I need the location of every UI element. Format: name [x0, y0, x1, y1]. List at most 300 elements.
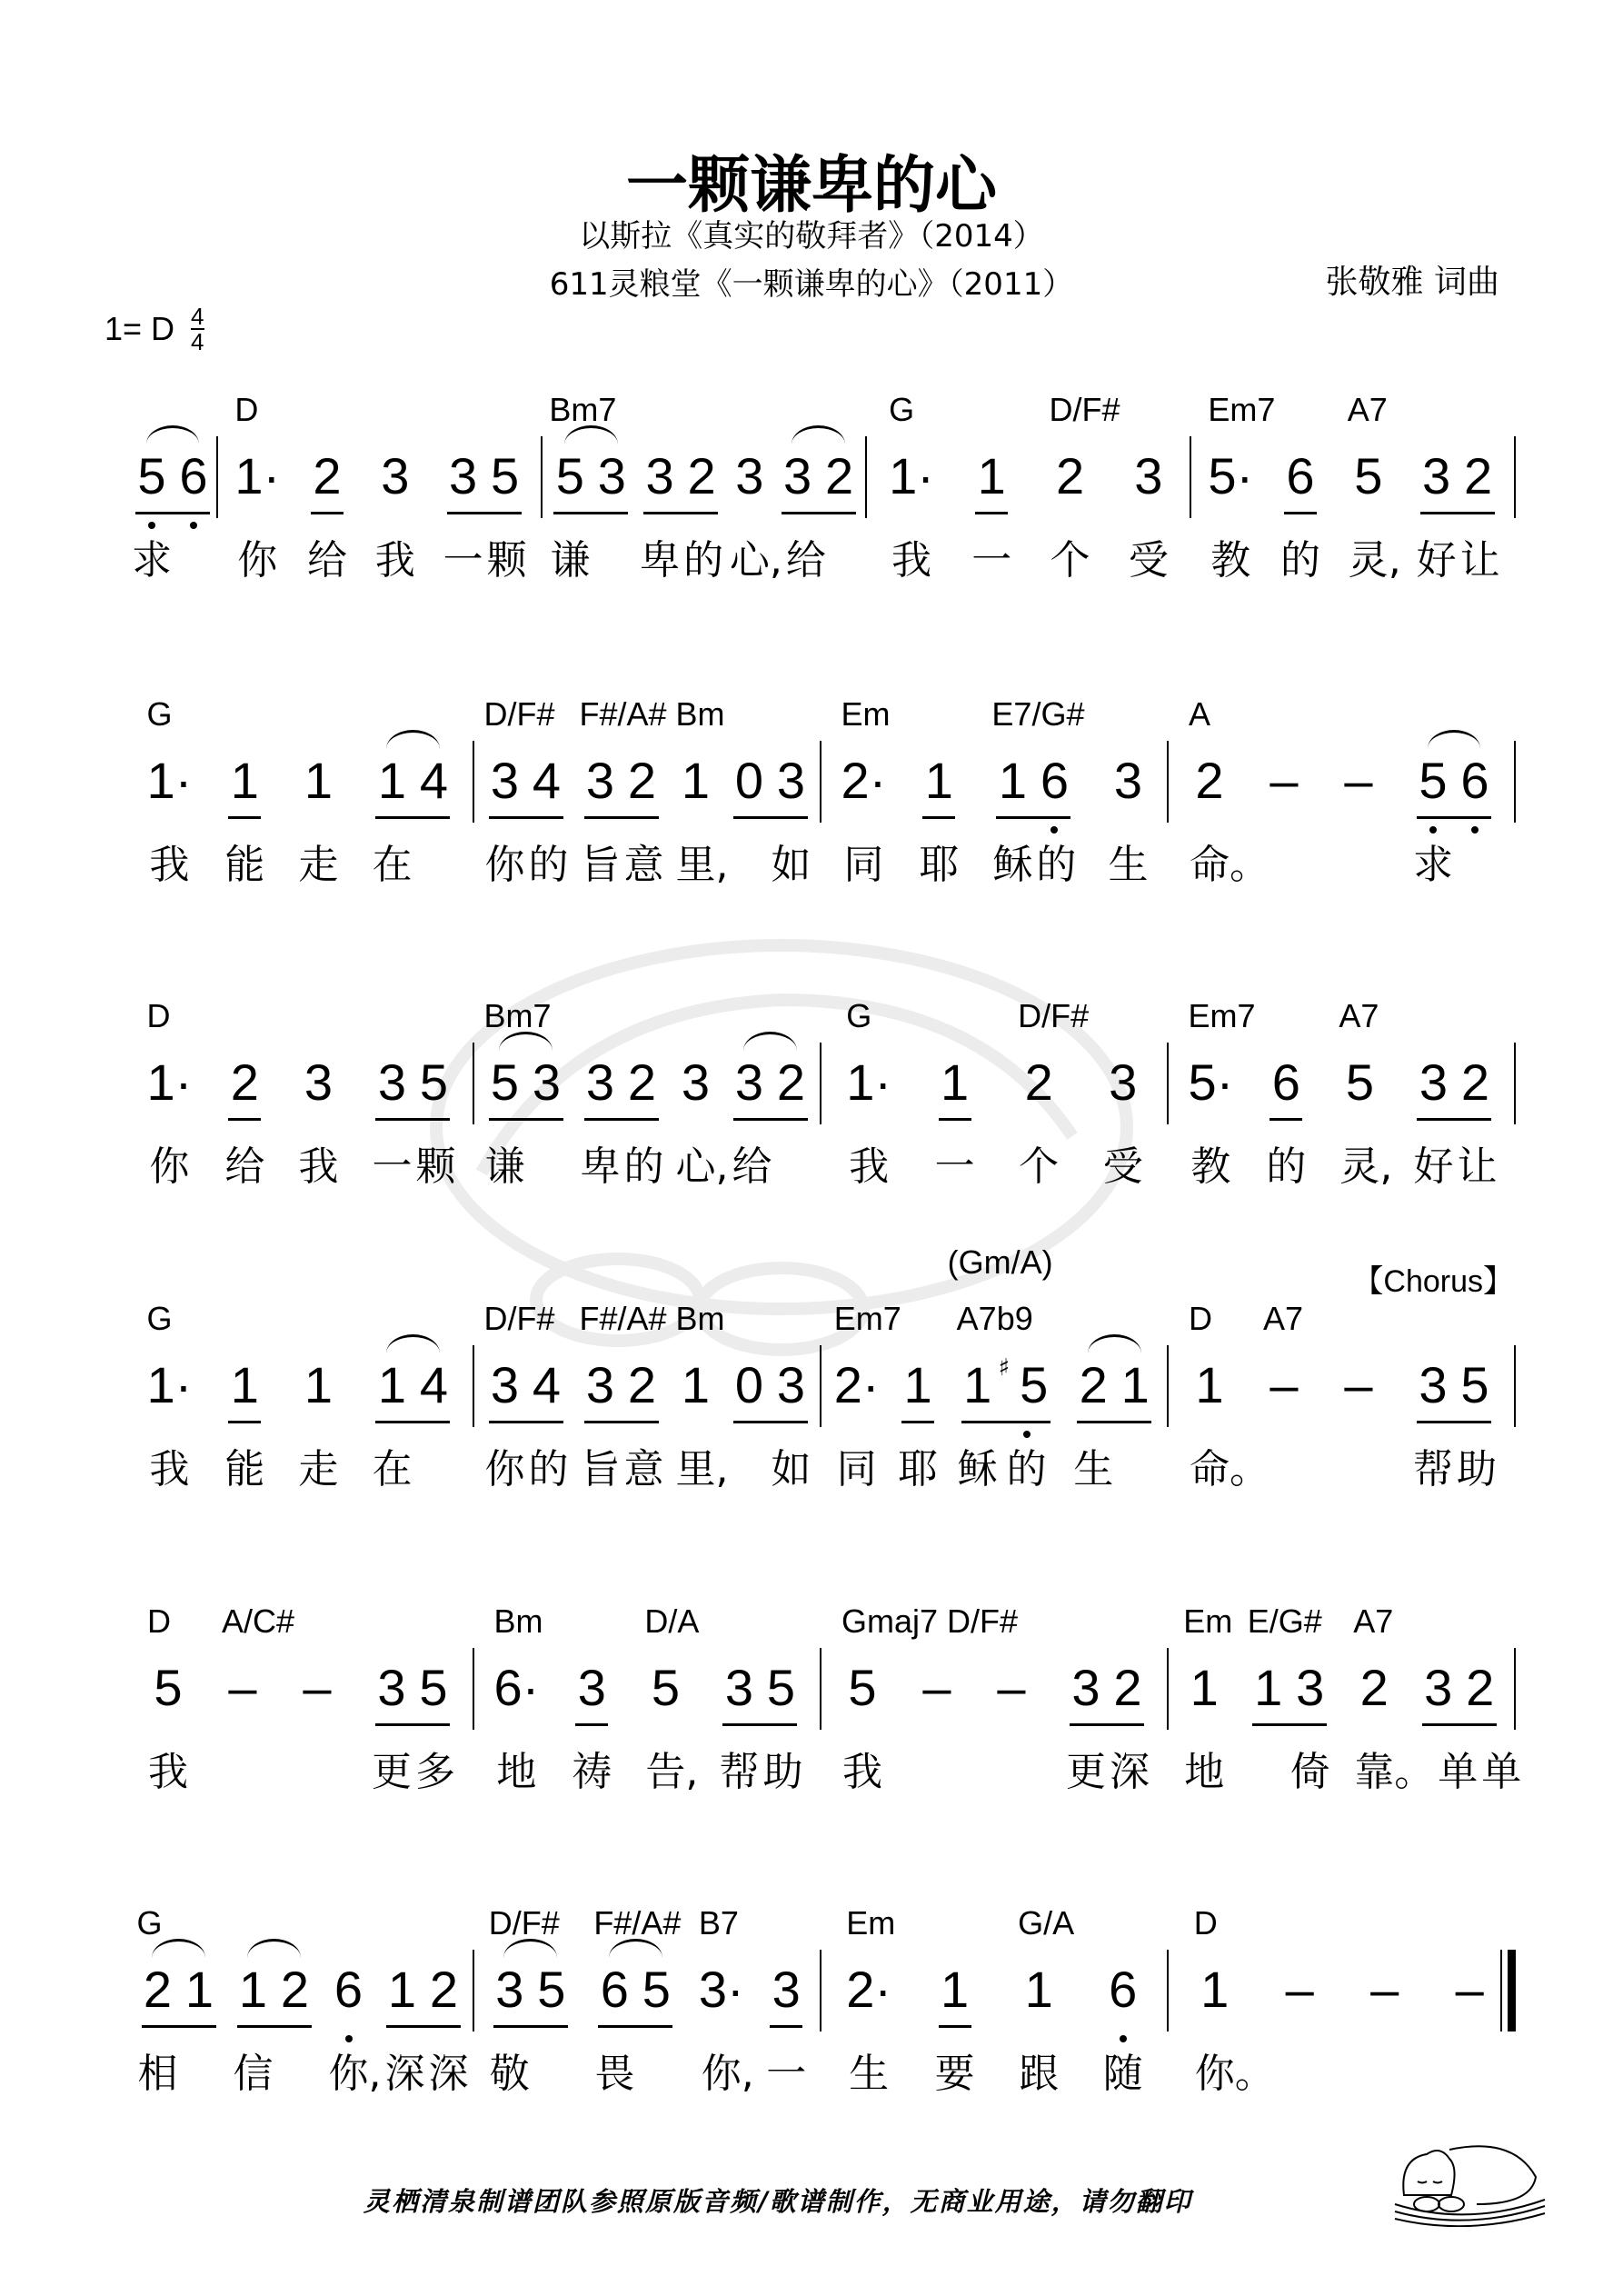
note-digit: 1· [846, 1053, 892, 1111]
chord-symbol: A [1189, 695, 1211, 733]
beat-group [1263, 695, 1305, 913]
score-line [127, 997, 1516, 1215]
beat-group [947, 1243, 1055, 1518]
lyric: 求 [132, 537, 172, 584]
beat-group [147, 1300, 193, 1518]
lyric: 相 [137, 2051, 178, 2097]
time-bottom: 4 [191, 328, 204, 355]
beat-group [1449, 1904, 1490, 2122]
chord-symbol: Em7 [833, 1300, 901, 1337]
note-digit: 1 [184, 1961, 214, 2018]
note-digit: 5· [1188, 1053, 1234, 1111]
beat-group [718, 1602, 802, 1821]
note [1412, 997, 1454, 1215]
eighth-underline [733, 1118, 808, 1121]
note [622, 695, 663, 913]
note [1208, 391, 1276, 609]
beat-group [593, 1904, 682, 2122]
beat-group [306, 391, 348, 609]
lyric: 你 [149, 1143, 190, 1190]
sheep-logo [1386, 2141, 1549, 2227]
measure [1169, 1602, 1522, 1821]
note [234, 391, 280, 609]
note-digit: 2 [1024, 1053, 1053, 1111]
eighth-underline [770, 2025, 802, 2028]
note-digit: 3 [585, 1356, 615, 1413]
beat-group [846, 1904, 896, 2122]
chord-symbol: G [846, 997, 872, 1034]
note [698, 1904, 754, 2122]
note [297, 997, 339, 1215]
beat-group [1248, 1602, 1331, 1821]
note [179, 1904, 221, 2122]
eighth-underline [1422, 1723, 1497, 1726]
note [1128, 391, 1170, 609]
note [1289, 1602, 1331, 1821]
beat-group [971, 391, 1012, 609]
eighth-underline [375, 1723, 450, 1726]
lyric: 能 [224, 842, 265, 888]
beat-group [371, 1300, 454, 1518]
note-digit: 1 [230, 1356, 259, 1413]
note [1339, 997, 1393, 1215]
lyric: 你。 [1194, 2051, 1275, 2097]
note [729, 695, 771, 913]
lyric: 要 [934, 2051, 975, 2097]
note-digit: 4 [419, 752, 449, 809]
beat-group [1364, 1904, 1406, 2122]
beat-group [1412, 695, 1496, 913]
lyric: 如 [771, 842, 812, 888]
chord-symbol: D/F# [1018, 997, 1090, 1034]
lyric: 助 [762, 1749, 803, 1795]
lyric: 颗 [415, 1143, 456, 1190]
lyric: 帮 [1413, 1446, 1453, 1492]
note [593, 1904, 682, 2122]
note [443, 391, 484, 609]
note-digit: 1 [1120, 1356, 1150, 1413]
lyric: 随 [1102, 2051, 1143, 2097]
note-digit: 3 [1071, 1659, 1100, 1716]
note [549, 391, 617, 609]
note-digit: 5 [490, 1053, 520, 1111]
lyric: 帮 [719, 1749, 760, 1795]
note [571, 1602, 612, 1821]
note [846, 1904, 896, 2122]
note [274, 1904, 316, 2122]
composer: 张敬雅 词曲 [1325, 264, 1499, 301]
lyric: 谦 [550, 537, 591, 584]
note [934, 1904, 976, 2122]
eighth-underline [447, 512, 522, 514]
beat-group [1128, 391, 1170, 609]
measure [127, 997, 474, 1215]
eighth-underline [598, 2025, 672, 2028]
beat-group [1188, 997, 1256, 1215]
beat-group [846, 997, 891, 1215]
note-digit: 1 [304, 1356, 333, 1413]
dash-note [1449, 1904, 1490, 2122]
note [1418, 1602, 1479, 1821]
note-digit: – [922, 1659, 951, 1716]
chord-symbol: E7/G# [991, 695, 1085, 733]
measure [218, 391, 543, 609]
chord-symbol: Em [1183, 1602, 1233, 1640]
beat-group [297, 695, 339, 913]
note-digit: 2· [833, 1356, 880, 1413]
beat-group [934, 997, 976, 1215]
beat-group [382, 1904, 469, 2122]
beat-group [224, 1300, 265, 1518]
eighth-underline [901, 1421, 934, 1423]
lyric: 心, [675, 1143, 729, 1190]
time-signature [191, 304, 204, 354]
note [681, 391, 722, 609]
note-digit: 5 [555, 447, 584, 504]
song-title: 一颗谦卑的心 [625, 150, 997, 222]
lyric: 生 [1073, 1446, 1114, 1492]
note-digit: 3 [645, 447, 674, 504]
eighth-underline [311, 512, 344, 514]
lyric: 给 [785, 537, 826, 584]
dash-note [1338, 695, 1379, 913]
note-digit: – [1270, 752, 1299, 809]
eighth-underline [996, 816, 1070, 819]
chord-symbol: B7 [698, 1904, 739, 1942]
lyric: 我 [891, 537, 932, 584]
note [1458, 391, 1499, 609]
note [1279, 391, 1321, 609]
note-digit: 5 [1419, 752, 1448, 809]
note [1412, 695, 1454, 913]
beat-group [147, 1602, 189, 1821]
note [382, 1904, 423, 2122]
beat-group [1065, 1602, 1149, 1821]
lyric: 的 [1006, 1446, 1047, 1492]
note [147, 997, 193, 1215]
note [1102, 1904, 1144, 2122]
note [841, 1602, 939, 1821]
note [526, 695, 568, 913]
chord-symbol: G [136, 1904, 163, 1942]
note-digit: 1 [377, 1356, 407, 1413]
lyric: 耶 [898, 1446, 939, 1492]
note [819, 391, 861, 609]
beat-group [1049, 391, 1120, 609]
note [493, 1602, 543, 1821]
note [173, 391, 214, 609]
beat-group [1339, 997, 1393, 1215]
eighth-underline [1420, 512, 1495, 514]
eighth-underline [733, 816, 808, 819]
chord-symbol: A7 [1353, 1602, 1394, 1640]
beat-group [580, 997, 663, 1215]
dash-note [991, 1602, 1032, 1821]
note-digit: 2 [143, 1961, 173, 2018]
lyric: 的 [623, 1143, 664, 1190]
lyric: 深 [384, 2051, 425, 2097]
lyric: 卑 [580, 1143, 621, 1190]
lyric: 敬 [489, 2051, 530, 2097]
measure [474, 1602, 821, 1821]
note-digit: 1 [681, 1356, 711, 1413]
lyric: 个 [1019, 1143, 1060, 1190]
sharp-icon: ♯ [998, 1354, 1011, 1382]
note [1018, 997, 1090, 1215]
note-digit: 1 [903, 1356, 932, 1413]
beat-group [371, 695, 454, 913]
lyric: 好 [1413, 1143, 1454, 1190]
note [897, 1300, 939, 1518]
note-digit: 2 [627, 1356, 657, 1413]
lyric: 稣 [992, 842, 1033, 888]
chord-symbol: G/A [1018, 1904, 1075, 1942]
note [374, 391, 416, 609]
note-digit: 5· [1208, 447, 1254, 504]
note [1107, 1602, 1149, 1821]
beat-group [918, 695, 960, 913]
note-digit: 2 [825, 447, 854, 504]
note [147, 1300, 193, 1518]
lyric: 里, [675, 1446, 729, 1492]
copyright-footer: 灵栖清泉制谱团队参照原版音频/歌谱制作，无商业用途，请勿翻印 [363, 2186, 1192, 2217]
lyric: 心, [729, 537, 782, 584]
eighth-underline [975, 512, 1008, 514]
beat-group [729, 695, 812, 913]
note-digit: 2 [1113, 1659, 1142, 1716]
note [947, 1243, 1053, 1518]
lyric: 一 [372, 1143, 413, 1190]
note-digit: 2 [1195, 752, 1224, 809]
beat-group [297, 997, 339, 1215]
alt-chord-symbol: (Gm/A) [947, 1243, 1053, 1281]
beat-group [1279, 1904, 1320, 2122]
chord-symbol: A7 [1263, 1300, 1304, 1337]
beat-group [147, 695, 193, 913]
note-digit: 3 [585, 1053, 615, 1111]
lyric: 能 [224, 1446, 265, 1492]
note [579, 695, 667, 913]
note-digit: 0 [734, 1356, 764, 1413]
lyric: 多 [415, 1749, 455, 1795]
beat-group [1418, 1602, 1522, 1821]
eighth-underline [142, 2025, 216, 2028]
beat-group [443, 391, 526, 609]
chord-symbol: G [889, 391, 915, 428]
eighth-underline [939, 2025, 971, 2028]
beat-group [147, 997, 193, 1215]
lyric: 耶 [919, 842, 960, 888]
beat-group [297, 1300, 339, 1518]
lyric: 信 [233, 2051, 274, 2097]
chord-symbol: D [234, 391, 259, 428]
chord-symbol: D/A [644, 1602, 700, 1640]
dash-note [1279, 1904, 1320, 2122]
eighth-underline [1252, 1723, 1327, 1726]
note [999, 1300, 1055, 1518]
lyric: 生 [849, 2051, 890, 2097]
eighth-underline [237, 2025, 312, 2028]
beat-group [897, 1300, 939, 1518]
note-digit: 4 [532, 1356, 562, 1413]
note [622, 997, 663, 1215]
note-digit: – [1344, 752, 1373, 809]
lyric: 我 [842, 1749, 882, 1795]
lyric: 你 [237, 537, 278, 584]
note [760, 1602, 802, 1821]
eighth-underline [228, 1118, 261, 1121]
lyric: 给 [224, 1143, 265, 1190]
note [644, 1602, 700, 1821]
note-digit: 5 [537, 1961, 566, 2018]
eighth-underline [584, 816, 659, 819]
note-digit: 1 [1200, 1961, 1230, 2018]
note-digit: 3 [377, 1053, 407, 1111]
note [765, 1904, 807, 2122]
lyric: 生 [1108, 842, 1149, 888]
lyric: 同 [843, 842, 884, 888]
eighth-underline [1417, 816, 1491, 819]
note [1072, 1300, 1114, 1518]
note-digit: 1 [377, 752, 407, 809]
note-digit: 5 [137, 447, 166, 504]
measure [543, 391, 867, 609]
lyric: 命。 [1190, 1446, 1270, 1492]
note [771, 1300, 812, 1518]
lyric: 走 [298, 842, 339, 888]
chord-symbol: G [146, 1300, 173, 1337]
note-digit: 3 [377, 1659, 406, 1716]
note [483, 1300, 555, 1518]
note [1347, 391, 1401, 609]
chord-symbol: F#/A# [593, 1904, 682, 1942]
note-digit: 3 [585, 752, 615, 809]
note [483, 997, 552, 1215]
note-digit: 1 [1254, 1659, 1283, 1716]
note [371, 1300, 413, 1518]
note-digit: 1 [681, 752, 711, 809]
measure [127, 1904, 474, 2122]
dash-note [916, 1602, 1019, 1821]
beat-group [484, 1300, 568, 1518]
note [1114, 1300, 1156, 1518]
note-digit: 1 [977, 447, 1006, 504]
note-digit: 5 [766, 1659, 796, 1716]
eighth-underline [553, 512, 628, 514]
eighth-underline [1284, 512, 1317, 514]
note-digit: 5 [419, 1053, 449, 1111]
note-digit: 1· [146, 1053, 193, 1111]
lower-octave-dot [1471, 826, 1479, 834]
note [777, 391, 826, 609]
chord-symbol: F#/A# [579, 1300, 667, 1337]
note-digit: 3 [597, 447, 626, 504]
measure [474, 1300, 821, 1518]
beat-group [374, 391, 416, 609]
lyric: 在 [372, 842, 413, 888]
beat-group [571, 1602, 612, 1821]
lyric: 你 [484, 1446, 525, 1492]
note [934, 997, 976, 1215]
chord-symbol: Em7 [1188, 997, 1256, 1034]
lyric: 颗 [486, 537, 527, 584]
note-digit: 1 [941, 1961, 970, 2018]
note-digit: 3 [490, 752, 520, 809]
note [622, 1300, 663, 1518]
note-digit: 3 [1134, 447, 1163, 504]
note-digit: 2· [841, 752, 887, 809]
note [1102, 997, 1144, 1215]
note [718, 1602, 760, 1821]
eighth-underline [584, 1118, 659, 1121]
note-digit: – [303, 1659, 332, 1716]
lyric: 深 [428, 2051, 469, 2097]
lyric: 教 [1210, 537, 1251, 584]
note [729, 1300, 771, 1518]
lyric: 命。 [1190, 842, 1270, 888]
note-digit: 2 [627, 752, 657, 809]
note-digit: 3 [1419, 1053, 1449, 1111]
beat-group [137, 1904, 221, 2122]
beat-group [1107, 695, 1149, 913]
eighth-underline [228, 1421, 261, 1423]
note [1033, 695, 1075, 913]
key-signature [105, 304, 204, 354]
note [771, 997, 812, 1215]
eighth-underline [135, 512, 210, 514]
note-digit: 3· [698, 1961, 744, 2018]
note [889, 391, 934, 609]
lyric: 祷 [572, 1749, 612, 1795]
note [131, 391, 173, 609]
note [675, 1300, 729, 1518]
chord-symbol: D [146, 997, 171, 1034]
chord-symbol: Bm [675, 695, 725, 733]
beat-group [698, 1904, 754, 2122]
note-digit: 3 [1296, 1659, 1325, 1716]
score-line [127, 1904, 1516, 2122]
score-line [127, 391, 1516, 609]
note [297, 695, 339, 913]
note-digit: 3 [381, 447, 410, 504]
lyric: 倚 [1289, 1749, 1330, 1795]
note [1416, 391, 1458, 609]
chord-symbol: Gmaj7 [841, 1602, 939, 1640]
measure [474, 997, 821, 1215]
note [1183, 1602, 1233, 1821]
note-digit: 3 [532, 1053, 562, 1111]
note [580, 997, 622, 1215]
beat-group [493, 1602, 543, 1821]
lyric: 给 [732, 1143, 772, 1190]
beat-group [1102, 1904, 1144, 2122]
chord-symbol: Em [841, 695, 891, 733]
album-source-2: 611灵粮堂《一颗谦卑的心》（2011） [549, 266, 1074, 303]
eighth-underline [575, 1723, 608, 1726]
lyric: 的 [528, 1446, 569, 1492]
eighth-underline [1070, 1723, 1144, 1726]
chord-symbol: D/F# [483, 695, 555, 733]
note [1412, 1300, 1454, 1518]
note-digit: 3 [1113, 752, 1143, 809]
eighth-underline [375, 1118, 450, 1121]
lyric: 里, [675, 842, 729, 888]
note-digit: 3 [776, 1356, 806, 1413]
note [224, 695, 265, 913]
note-digit: 2 [429, 1961, 459, 2018]
note-digit: 2 [313, 447, 342, 504]
note [971, 391, 1012, 609]
